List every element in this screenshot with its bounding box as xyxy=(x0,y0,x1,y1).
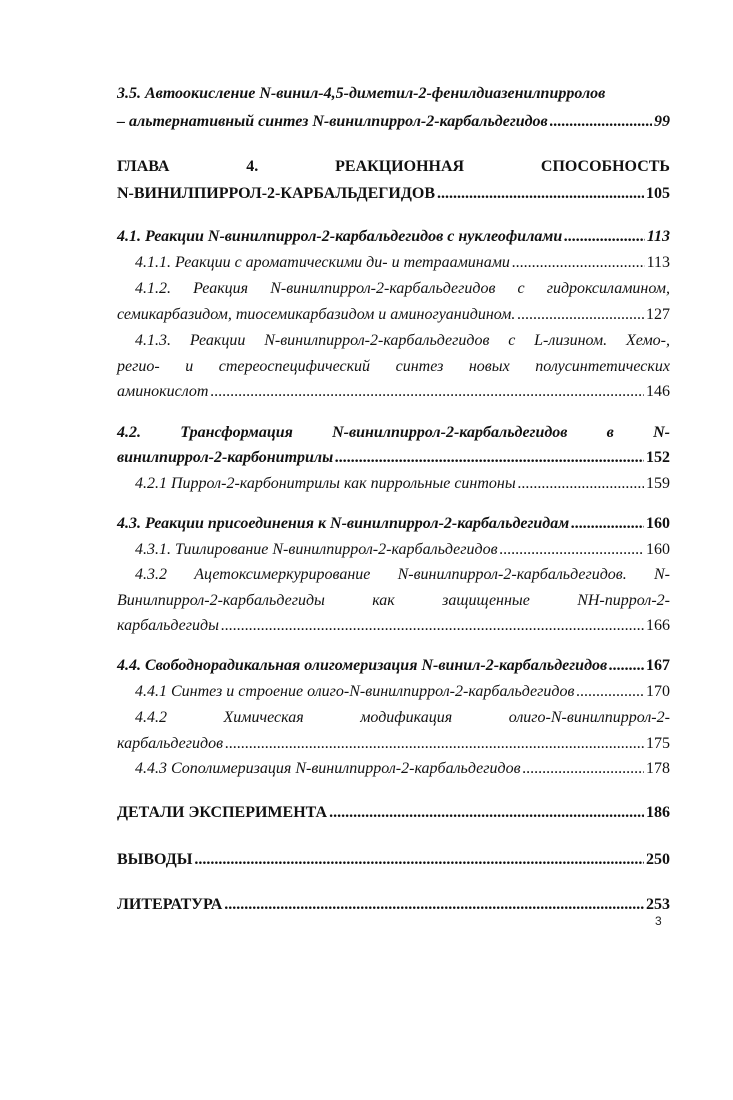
toc-word: Химическая xyxy=(223,709,304,726)
toc-entry-4-1-3-line3 xyxy=(117,381,670,403)
toc-word: гидроксиламином, xyxy=(546,280,670,297)
toc-page-number: 105 xyxy=(646,185,670,202)
toc-entry-4-1 xyxy=(117,226,670,248)
toc-word: N- xyxy=(653,566,670,583)
toc-word: N-винилпиррол-2-карбальдегидов xyxy=(332,424,568,441)
toc-word: в xyxy=(606,424,614,441)
toc-entry-title: 4.3. Реакции присоединения к N-винилпиррол-2-карбальдегидам xyxy=(117,515,570,532)
toc-entry-title: N-ВИНИЛПИРРОЛ-2-КАРБАЛЬДЕГИДОВ xyxy=(117,185,435,202)
toc-word: СПОСОБНОСТЬ xyxy=(540,158,670,175)
dot-leader xyxy=(221,615,644,637)
toc-entry-4-3-1 xyxy=(135,539,670,561)
toc-entry-title: карбальдегиды xyxy=(117,617,219,634)
toc-page-number: 167 xyxy=(646,657,670,674)
toc-word: 4.1.2. xyxy=(135,280,171,297)
toc-entry-title: семикарбазидом, тиосемикарбазидом и аминогуанидином. xyxy=(117,306,516,323)
toc-entry-title: 4.4.1 Синтез и строение олиго-N-винилпиррол-2-карбальдегидов xyxy=(135,683,575,700)
toc-word: модификация xyxy=(360,709,453,726)
toc-entry-title: 4.3.1. Тиилирование N-винилпиррол-2-карбальдегидов xyxy=(135,541,498,558)
toc-page-number: 170 xyxy=(646,683,670,700)
toc-entry-conclusions xyxy=(117,849,670,871)
toc-page-number: 99 xyxy=(654,113,670,130)
toc-entry-3-5-line2 xyxy=(117,111,670,133)
toc-word: новых xyxy=(468,358,510,375)
toc-entry-4-2-1 xyxy=(135,473,670,495)
dot-leader xyxy=(576,681,644,703)
toc-page-number: 253 xyxy=(646,896,670,913)
toc-word: N- xyxy=(653,424,670,441)
toc-word: 4. xyxy=(246,158,259,175)
dot-leader xyxy=(210,381,644,403)
toc-entry-4-4-1 xyxy=(135,681,670,703)
toc-chapter-4-line2 xyxy=(117,183,670,205)
toc-entry-4-3 xyxy=(117,513,670,535)
toc-entry-4-1-3-line2 xyxy=(117,356,670,378)
toc-entry-4-4-2-line2 xyxy=(117,733,670,755)
dot-leader xyxy=(224,894,644,916)
toc-word: и xyxy=(185,358,194,375)
toc-word: 4.3.2 xyxy=(135,566,167,583)
toc-entry-title: 3.5. Автоокисление N-винил-4,5-диметил-2-фенилдиазенилпирролов xyxy=(117,85,606,102)
toc-entry-title: 4.4.3 Сополимеризация N-винилпиррол-2-карбальдегидов xyxy=(135,760,521,777)
toc-word: ГЛАВА xyxy=(117,158,170,175)
toc-entry-title: ЛИТЕРАТУРА xyxy=(117,896,223,913)
toc-entry-4-1-2-line1 xyxy=(135,278,670,300)
toc-word: N-винилпиррол-2-карбальдегидов xyxy=(270,280,496,297)
toc-page-number: 186 xyxy=(646,804,670,821)
toc-entry-title: аминокислот xyxy=(117,383,209,400)
dot-leader xyxy=(500,539,644,561)
toc-page-number: 113 xyxy=(646,228,670,245)
toc-word: 4.1.3. xyxy=(135,332,171,349)
toc-word: N-винилпиррол-2-карбальдегидов. xyxy=(397,566,627,583)
toc-entry-title: 4.1.1. Реакции с ароматическими ди- и тетрааминами xyxy=(135,254,510,271)
toc-word: олиго-N-винилпиррол-2- xyxy=(508,709,670,726)
toc-page-number: 127 xyxy=(646,306,670,323)
toc-word: Трансформация xyxy=(180,424,293,441)
toc-word: 4.2. xyxy=(117,424,141,441)
toc-word: РЕАКЦИОННАЯ xyxy=(335,158,465,175)
toc-entry-title: 4.4. Свободнорадикальная олигомеризация N-винил-2-карбальдегидов xyxy=(117,657,608,674)
toc-word: Ацетоксимеркурирование xyxy=(194,566,371,583)
dot-leader xyxy=(550,111,652,133)
toc-entry-4-2-line1 xyxy=(117,422,670,444)
dot-leader xyxy=(523,758,644,780)
toc-page-number: 160 xyxy=(646,541,670,558)
toc-entry-4-4-2-line1 xyxy=(135,707,670,729)
toc-chapter-4-line1 xyxy=(117,156,670,178)
toc-word: защищенные xyxy=(442,592,530,609)
toc-page-number: 250 xyxy=(646,851,670,868)
toc-word: синтез xyxy=(395,358,444,375)
toc-entry-experiment xyxy=(117,802,670,824)
toc-entry-4-3-2-line2 xyxy=(117,590,670,612)
toc-entry-4-1-3-line1 xyxy=(135,330,670,352)
toc-word: Реакции xyxy=(189,332,246,349)
toc-word: как xyxy=(372,592,395,609)
toc-word: с xyxy=(508,332,516,349)
dot-leader xyxy=(518,473,644,495)
dot-leader xyxy=(609,655,644,677)
toc-word: N-винилпиррол-2-карбальдегидов xyxy=(264,332,490,349)
dot-leader xyxy=(335,447,644,469)
dot-leader xyxy=(512,252,645,274)
toc-entry-4-2-line2 xyxy=(117,447,670,469)
dot-leader xyxy=(437,183,644,205)
toc-page-number: 152 xyxy=(646,449,670,466)
toc-page-number: 178 xyxy=(646,760,670,777)
toc-page-number: 160 xyxy=(646,515,670,532)
toc-entry-title: карбальдегидов xyxy=(117,735,224,752)
toc-word: полусинтетических xyxy=(535,358,670,375)
toc-entry-4-4-3 xyxy=(135,758,670,780)
toc-entry-4-3-2-line1 xyxy=(135,564,670,586)
toc-word: стереоспецифический xyxy=(218,358,371,375)
toc-entry-title: ДЕТАЛИ ЭКСПЕРИМЕНТА xyxy=(117,804,328,821)
toc-entry-title: – альтернативный синтез N-винилпиррол-2-карбальдегидов xyxy=(117,113,548,130)
toc-entry-4-1-1 xyxy=(135,252,670,274)
toc-entry-title: 4.1. Реакции N-винилпиррол-2-карбальдегидов с нуклеофилами xyxy=(117,228,563,245)
toc-word: NH-пиррол-2- xyxy=(577,592,670,609)
page-number: 3 xyxy=(655,914,662,928)
toc-entry-3-5-line1 xyxy=(117,83,670,105)
toc-entry-literature xyxy=(117,894,670,916)
toc-page-number: 113 xyxy=(646,254,670,271)
toc-word: регио- xyxy=(117,358,160,375)
toc-entry-4-4 xyxy=(117,655,670,677)
toc-entry-title: 4.2.1 Пиррол-2-карбонитрилы как пиррольные синтоны xyxy=(135,475,516,492)
toc-page-number: 159 xyxy=(646,475,670,492)
toc-word: Хемо-, xyxy=(625,332,670,349)
toc-word: Винилпиррол-2-карбальдегиды xyxy=(117,592,325,609)
toc-page-number: 175 xyxy=(646,735,670,752)
toc-word: с xyxy=(517,280,525,297)
toc-page-number: 166 xyxy=(646,617,670,634)
toc-page-number: 146 xyxy=(646,383,670,400)
dot-leader xyxy=(517,304,644,326)
dot-leader xyxy=(194,849,644,871)
toc-entry-4-3-2-line3 xyxy=(117,615,670,637)
dot-leader xyxy=(225,733,644,755)
dot-leader xyxy=(571,513,644,535)
toc-word: Реакция xyxy=(193,280,249,297)
toc-word: L-лизином. xyxy=(534,332,608,349)
toc-entry-title: винилпиррол-2-карбонитрилы xyxy=(117,449,334,466)
dot-leader xyxy=(329,802,644,824)
toc-word: 4.4.2 xyxy=(135,709,167,726)
toc-entry-title: ВЫВОДЫ xyxy=(117,851,193,868)
dot-leader xyxy=(564,226,645,248)
toc-entry-4-1-2-line2 xyxy=(117,304,670,326)
